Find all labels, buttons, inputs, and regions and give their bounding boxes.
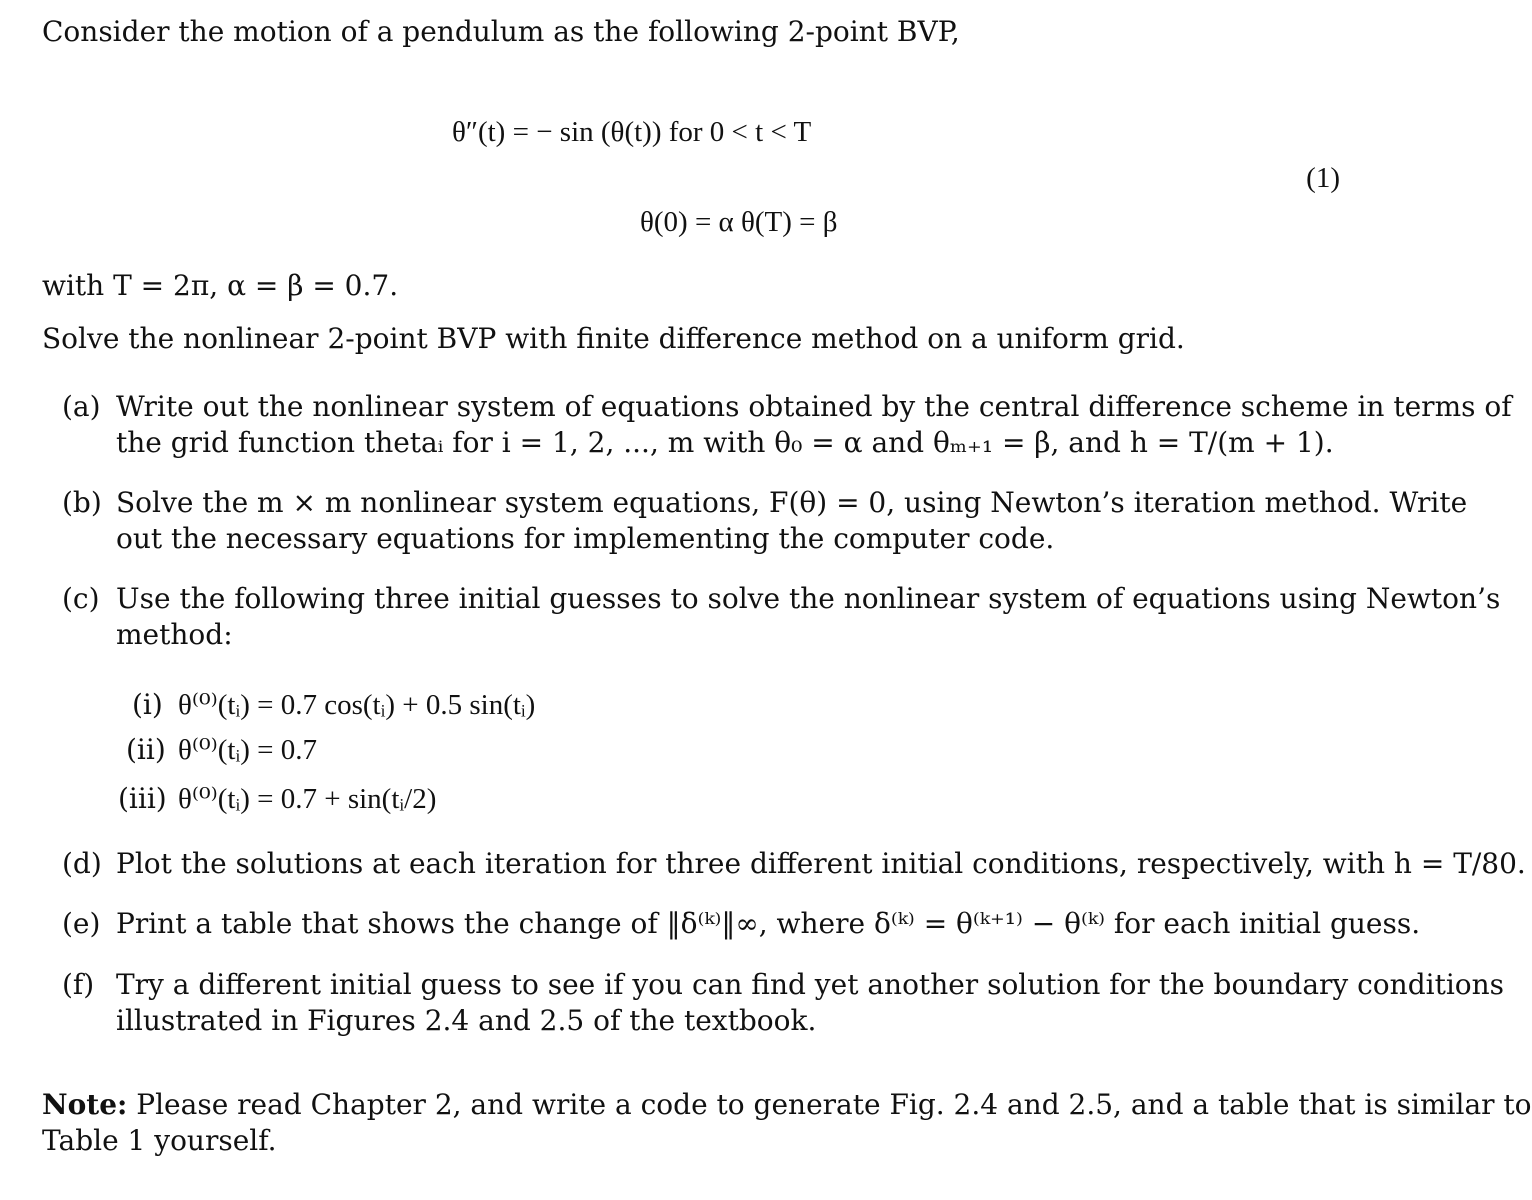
note-line-1 [42, 1087, 1532, 1123]
subitem-ii-text: θ⁽⁰⁾(tᵢ) = 0.7 [178, 734, 317, 766]
subitem-iii-label: (iii) [118, 782, 167, 815]
equation-number: (1) [1306, 162, 1340, 194]
note-bold-label: Note: [42, 1088, 128, 1121]
item-f-line-2: illustrated in Figures 2.4 and 2.5 of the textbook. [116, 1004, 817, 1037]
subitem-ii-label: (ii) [126, 733, 166, 766]
item-c-line-2: method: [116, 618, 233, 651]
item-d-label: (d) [62, 847, 102, 880]
item-e-line-1: Print a table that shows the change of ‖δ⁽ᵏ⁾‖∞, where δ⁽ᵏ⁾ = θ⁽ᵏ⁺¹⁾ − θ⁽ᵏ⁾ for each initial guess. [116, 907, 1421, 940]
item-c-line-1: Use the following three initial guesses to solve the nonlinear system of equations using Newton’s [116, 582, 1501, 615]
item-a-line-2: the grid function thetaᵢ for i = 1, 2, ..., m with θ₀ = α and θₘ₊₁ = β, and h = T/(m + 1). [116, 426, 1334, 459]
item-a-line-1: Write out the nonlinear system of equations obtained by the central difference scheme in terms of [116, 390, 1512, 423]
subitem-i-label: (i) [132, 688, 163, 721]
item-b-line-1: Solve the m × m nonlinear system equations, F(θ) = 0, using Newton’s iteration method. Write [116, 486, 1468, 519]
note-text-1: Please read Chapter 2, and write a code to generate Fig. 2.4 and 2.5, and a table that is similar to [127, 1088, 1532, 1121]
item-f-line-1: Try a different initial guess to see if you can find yet another solution for the boundary conditions [116, 968, 1505, 1001]
item-e-label: (e) [62, 907, 101, 940]
subitem-iii-text: θ⁽⁰⁾(tᵢ) = 0.7 + sin(tᵢ/2) [178, 783, 437, 815]
item-b-label: (b) [62, 486, 102, 519]
task-text: Solve the nonlinear 2-point BVP with finite difference method on a uniform grid. [42, 322, 1185, 355]
equation-line-1: θ″(t) = − sin (θ(t)) for 0 < t < T [452, 116, 812, 148]
subitem-i-text: θ⁽⁰⁾(tᵢ) = 0.7 cos(tᵢ) + 0.5 sin(tᵢ) [178, 689, 536, 721]
item-c-label: (c) [62, 582, 100, 615]
item-b-line-2: out the necessary equations for implementing the computer code. [116, 522, 1055, 555]
note-line-2: Table 1 yourself. [42, 1124, 277, 1157]
equation-line-2: θ(0) = α θ(T) = β [640, 206, 838, 238]
item-a-label: (a) [62, 390, 101, 423]
parameters-text: with T = 2π, α = β = 0.7. [42, 269, 399, 302]
intro-text: Consider the motion of a pendulum as the following 2-point BVP, [42, 15, 960, 48]
item-d-line-1: Plot the solutions at each iteration for three different initial conditions, respectively, with h = T/80. [116, 847, 1526, 880]
item-f-label: (f) [62, 968, 95, 1001]
